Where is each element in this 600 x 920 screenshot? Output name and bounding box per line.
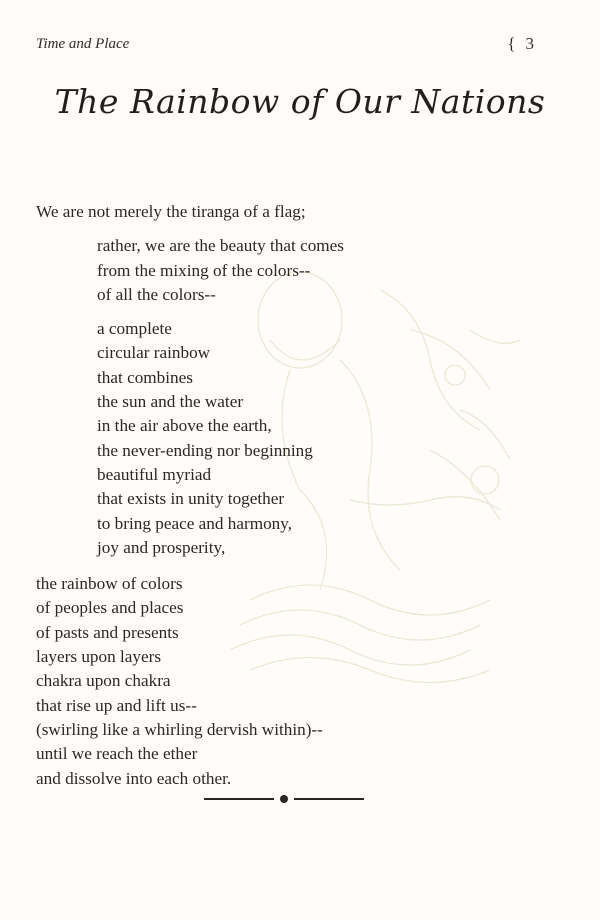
poem-line: joy and prosperity, — [97, 537, 226, 557]
poem-line: of peoples and places — [36, 598, 184, 618]
brace-ornament: { — [507, 34, 516, 53]
stanza-4 — [36, 572, 556, 791]
page-number-block — [507, 34, 534, 54]
ornament-dot — [280, 795, 288, 803]
poem-line: a complete — [97, 319, 172, 339]
poem-line: to bring peace and harmony, — [97, 513, 293, 533]
stanza-2 — [97, 234, 556, 307]
running-title: Time and Place — [36, 36, 130, 52]
poem-body — [36, 200, 556, 791]
poem-line: until we reach the ether — [36, 744, 198, 764]
poem-line: circular rainbow — [97, 343, 211, 363]
poem-line: beautiful myriad — [97, 464, 212, 484]
poem-line: in the air above the earth, — [97, 416, 272, 436]
poem-line: that combines — [97, 367, 193, 387]
end-ornament — [204, 797, 364, 801]
poem-line: the never-ending nor beginning — [97, 440, 313, 460]
poem-line: of pasts and presents — [36, 622, 179, 642]
poem-title: The Rainbow of Our Nations — [54, 82, 546, 121]
poem-line: and dissolve into each other. — [36, 768, 232, 788]
poem-line: layers upon layers — [36, 647, 162, 667]
stanza-3 — [97, 317, 556, 560]
ornament-rule-left — [204, 798, 274, 800]
poem-line: from the mixing of the colors-- — [97, 260, 311, 280]
poem-line: that exists in unity together — [97, 489, 285, 509]
poem-line: of all the colors-- — [97, 284, 216, 304]
poem-line: the rainbow of colors — [36, 574, 183, 594]
poem-line: chakra upon chakra — [36, 671, 171, 691]
poem-line: the sun and the water — [97, 392, 244, 412]
poem-line: that rise up and lift us-- — [36, 695, 197, 715]
ornament-rule-right — [294, 798, 364, 800]
page-number: 3 — [525, 34, 534, 53]
poem-line: We are not merely the tiranga of a flag; — [36, 202, 306, 221]
poem-line: rather, we are the beauty that comes — [97, 236, 344, 256]
poem-line: (swirling like a whirling dervish within)-- — [36, 719, 323, 739]
stanza-1 — [36, 200, 556, 224]
